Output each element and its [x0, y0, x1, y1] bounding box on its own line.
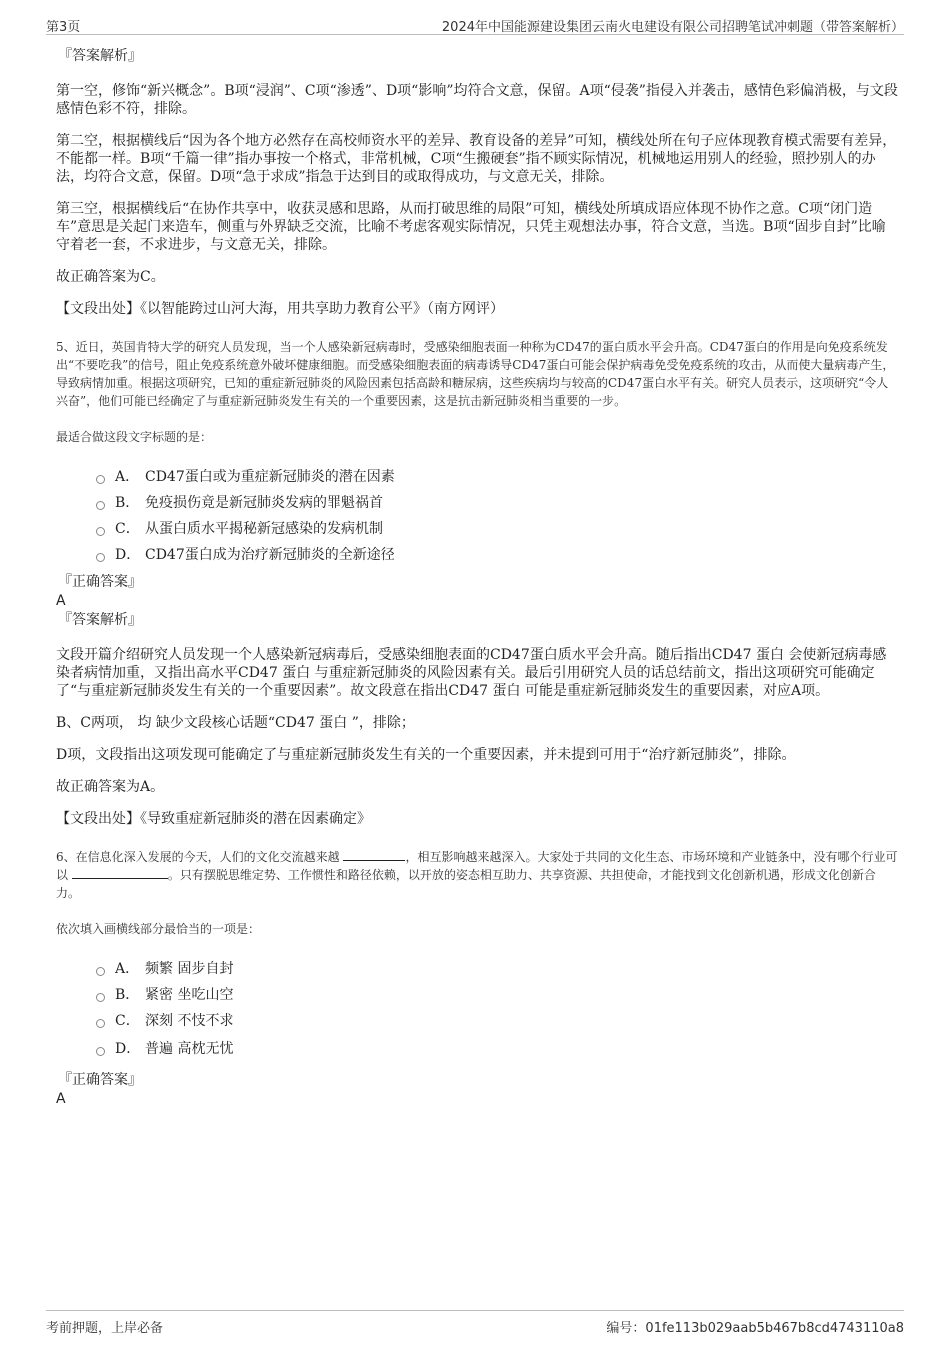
correct-answer: A	[56, 1091, 66, 1107]
option-b[interactable]	[96, 490, 898, 516]
question-6	[56, 848, 898, 1108]
fill-blank-2	[72, 866, 168, 879]
answer-title: 『正确答案』	[58, 574, 142, 590]
option-text: 深刻 不忮不求	[145, 1013, 234, 1029]
question-5	[56, 338, 898, 828]
page-footer	[46, 1310, 904, 1335]
option-text: 频繁 固步自封	[145, 961, 234, 977]
document-title: 2024年中国能源建设集团云南火电建设有限公司招聘笔试冲刺题（带答案解析）	[441, 20, 904, 35]
analysis-paragraph: 第一空，修饰“新兴概念”。B项“浸润”、C项“渗透”、D项“影响”均符合文意，保留。A项“侵袭”指侵入并袭击，感情色彩偏消极，与文段感情色彩不符，排除。	[56, 83, 898, 117]
radio-icon[interactable]	[96, 527, 105, 536]
option-text: 免疫损伤竟是新冠肺炎发病的罪魁祸首	[145, 495, 383, 511]
analysis-paragraph: 文段开篇介绍研究人员发现一个人感染新冠病毒后，受感染细胞表面的CD47蛋白质水平会升高。随后指出CD47 蛋白 会使新冠病毒感染者病情加重，又指出高水平CD47 蛋白 与重症新冠肺炎的风险因素有关。最后引用研究人员的话总结前文，指出这项研究可能确定了“与重症新冠肺炎发生有关的一个重要因素”。故文段意在指出CD47 蛋白 可能是重症新冠肺炎发生的重要因素，对应A项。	[56, 647, 887, 699]
page-number: 第3页	[46, 20, 81, 35]
question-stem	[56, 848, 898, 902]
option-a[interactable]	[96, 464, 898, 490]
footer-slogan: 考前押题，上岸必备	[46, 1321, 164, 1336]
option-a[interactable]	[96, 956, 898, 982]
stem-part: ，相互影响越来越深入。大家处于共同的文化生态、市场环境和产业链条中，没有哪个行业可以	[56, 850, 898, 882]
source-citation: 【文段出处】《导致重症新冠肺炎的潜在因素确定》	[56, 811, 371, 827]
page-content	[56, 44, 898, 1108]
options-list	[96, 464, 898, 568]
fill-blank-1	[343, 848, 405, 861]
option-d[interactable]	[96, 542, 898, 568]
document-id: 编号：01fe113b029aab5b467b8cd4743110a8	[606, 1321, 904, 1336]
option-d[interactable]	[96, 1034, 898, 1064]
analysis-paragraph: 第二空，根据横线后“因为各个地方必然存在高校师资水平的差异、教育设备的差异”可知，横线处所在句子应体现教育模式需要有差异，不能都一样。B项“千篇一律”指办事按一个格式，非常机械，C项“生搬硬套”指不顾实际情况，机械地运用别人的经验，照抄别人的办法，均符合文意，保留。D项“急于求成”指急于达到目的或取得成功，与文意无关，排除。	[56, 133, 897, 185]
question-prompt: 依次填入画横线部分最恰当的一项是：	[56, 922, 261, 936]
option-letter: A．	[115, 961, 140, 977]
correct-answer: A	[56, 593, 66, 609]
options-list	[96, 956, 898, 1064]
source-citation: 【文段出处】《以智能跨过山河大海，用共享助力教育公平》（南方网评）	[56, 301, 504, 317]
analysis-paragraph: D项，文段指出这项发现可能确定了与重症新冠肺炎发生有关的一个重要因素，并未提到可用于“治疗新冠肺炎”，排除。	[56, 747, 796, 763]
option-letter: C．	[115, 1013, 140, 1029]
stem-part: 。只有摆脱思维定势、工作惯性和路径依赖，以开放的姿态相互助力、共享资源、共担使命，才能找到文化创新机遇，形成文化创新合力。	[56, 868, 876, 900]
question-prompt: 最适合做这段文字标题的是：	[56, 430, 213, 444]
radio-icon[interactable]	[96, 993, 105, 1002]
analysis-paragraph: B、C两项， 均 缺少文段核心话题“CD47 蛋白 ”，排除；	[56, 715, 415, 731]
conclusion: 故正确答案为C。	[56, 269, 165, 285]
option-text: CD47蛋白成为治疗新冠肺炎的全新途径	[145, 547, 395, 563]
option-text: 从蛋白质水平揭秘新冠感染的发病机制	[145, 521, 383, 537]
conclusion: 故正确答案为A。	[56, 779, 165, 795]
option-text: 紧密 坐吃山空	[145, 987, 234, 1003]
radio-icon[interactable]	[96, 967, 105, 976]
option-text: 普遍 高枕无忧	[145, 1041, 234, 1057]
analysis-paragraph: 第三空，根据横线后“在协作共享中，收获灵感和思路，从而打破思维的局限”可知，横线处所填成语应体现不协作之意。C项“闭门造车”意思是关起门来造车，侧重与外界缺乏交流，比喻不考虑客观实际情况，只凭主观想法办事，符合文意，当选。B项“固步自封”比喻守着老一套，不求进步，与文意无关，排除。	[56, 201, 886, 253]
radio-icon[interactable]	[96, 475, 105, 484]
radio-icon[interactable]	[96, 1019, 105, 1028]
option-c[interactable]	[96, 1008, 898, 1034]
analysis-title: 『答案解析』	[58, 48, 142, 64]
option-letter: B．	[115, 987, 140, 1003]
option-b[interactable]	[96, 982, 898, 1008]
option-letter: A．	[115, 469, 140, 485]
question-stem: 5、近日，英国肯特大学的研究人员发现，当一个人感染新冠病毒时，受感染细胞表面一种称为CD47的蛋白质水平会升高。CD47蛋白的作用是向免疫系统发出“不要吃我”的信号，阻止免疫系统意外破坏健康细胞。而受感染细胞表面的病毒诱导CD47蛋白可能会保护病毒免受免疫系统的攻击，从而使大量病毒产生，导致病情加重。根据这项研究，已知的重症新冠肺炎的风险因素包括高龄和糖尿病，这些疾病均与较高的CD47蛋白水平有关。研究人员表示，这项研究“令人兴奋”，他们可能已经确定了与重症新冠肺炎发生有关的一个重要因素，这是抗击新冠肺炎相当重要的一步。	[56, 340, 895, 408]
page-header	[46, 10, 904, 35]
option-letter: C．	[115, 521, 140, 537]
radio-icon[interactable]	[96, 1047, 105, 1056]
option-c[interactable]	[96, 516, 898, 542]
radio-icon[interactable]	[96, 501, 105, 510]
option-letter: D．	[115, 547, 141, 563]
stem-part: 6、在信息化深入发展的今天，人们的文化交流越来越	[56, 850, 344, 864]
q4-analysis	[56, 46, 898, 318]
option-letter: B．	[115, 495, 140, 511]
answer-title: 『正确答案』	[58, 1072, 142, 1088]
radio-icon[interactable]	[96, 553, 105, 562]
analysis-title: 『答案解析』	[58, 612, 142, 628]
option-letter: D．	[115, 1041, 141, 1057]
option-text: CD47蛋白或为重症新冠肺炎的潜在因素	[145, 469, 395, 485]
